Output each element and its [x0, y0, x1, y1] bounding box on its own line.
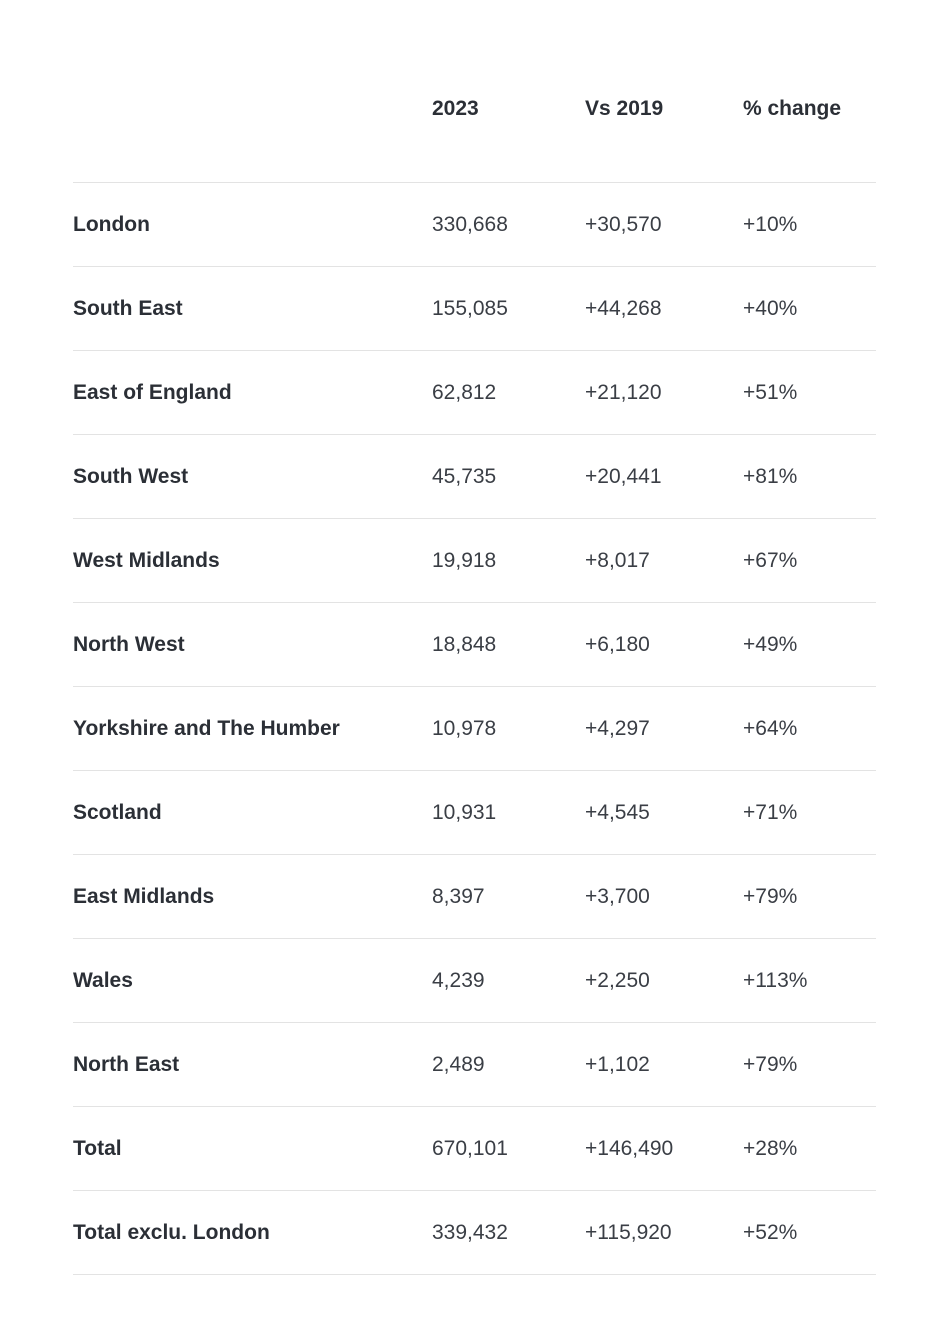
value-vs-2019: +3,700 [585, 885, 650, 908]
table-body [73, 183, 876, 1275]
table-row [73, 855, 876, 939]
value-vs-2019: +6,180 [585, 633, 650, 656]
value-2023: 10,978 [432, 717, 497, 740]
value-2023: 155,085 [432, 297, 508, 320]
value-vs-2019: +1,102 [585, 1053, 650, 1076]
table-row [73, 1023, 876, 1107]
value-vs-2019: +4,297 [585, 717, 650, 740]
table-header-row [73, 0, 876, 183]
value-pct-change: +64% [743, 717, 798, 740]
table-row [73, 603, 876, 687]
value-pct-change: +71% [743, 801, 798, 824]
region-name: Wales [73, 969, 133, 992]
column-header-2023: 2023 [432, 97, 479, 120]
value-2023: 339,432 [432, 1221, 508, 1244]
table-row [73, 519, 876, 603]
value-pct-change: +51% [743, 381, 798, 404]
value-vs-2019: +2,250 [585, 969, 650, 992]
value-2023: 45,735 [432, 465, 497, 488]
value-2023: 10,931 [432, 801, 497, 824]
region-name: East of England [73, 381, 232, 404]
value-pct-change: +113% [743, 969, 808, 992]
table-row [73, 771, 876, 855]
value-pct-change: +10% [743, 213, 798, 236]
table-row [73, 687, 876, 771]
value-vs-2019: +4,545 [585, 801, 650, 824]
column-header-vs-2019: Vs 2019 [585, 97, 664, 120]
value-2023: 8,397 [432, 885, 485, 908]
value-pct-change: +40% [743, 297, 798, 320]
value-2023: 19,918 [432, 549, 497, 572]
value-pct-change: +52% [743, 1221, 798, 1244]
value-2023: 4,239 [432, 969, 485, 992]
table-row [73, 1107, 876, 1191]
region-name: Total exclu. London [73, 1221, 270, 1244]
value-vs-2019: +20,441 [585, 465, 662, 488]
region-name: North East [73, 1053, 180, 1076]
value-vs-2019: +30,570 [585, 213, 662, 236]
data-table [73, 0, 876, 1275]
value-pct-change: +79% [743, 885, 798, 908]
column-header-pct-change: % change [743, 97, 842, 120]
value-pct-change: +49% [743, 633, 798, 656]
value-vs-2019: +146,490 [585, 1137, 674, 1160]
value-2023: 18,848 [432, 633, 497, 656]
value-pct-change: +81% [743, 465, 798, 488]
region-name: London [73, 213, 150, 236]
value-vs-2019: +8,017 [585, 549, 650, 572]
value-2023: 330,668 [432, 213, 508, 236]
region-name: South West [73, 465, 189, 488]
value-vs-2019: +21,120 [585, 381, 662, 404]
value-vs-2019: +115,920 [585, 1221, 672, 1244]
value-2023: 2,489 [432, 1053, 485, 1076]
region-name: East Midlands [73, 885, 215, 908]
table-row [73, 939, 876, 1023]
table-row [73, 267, 876, 351]
table-row [73, 435, 876, 519]
region-name: West Midlands [73, 549, 220, 572]
region-name: Total [73, 1137, 122, 1160]
value-vs-2019: +44,268 [585, 297, 662, 320]
value-2023: 670,101 [432, 1137, 508, 1160]
value-2023: 62,812 [432, 381, 497, 404]
region-name: Yorkshire and The Humber [73, 717, 340, 740]
value-pct-change: +28% [743, 1137, 798, 1160]
value-pct-change: +67% [743, 549, 798, 572]
region-name: North West [73, 633, 185, 656]
table-row [73, 183, 876, 267]
table-row [73, 1191, 876, 1275]
table-row [73, 351, 876, 435]
region-name: South East [73, 297, 183, 320]
region-name: Scotland [73, 801, 162, 824]
value-pct-change: +79% [743, 1053, 798, 1076]
